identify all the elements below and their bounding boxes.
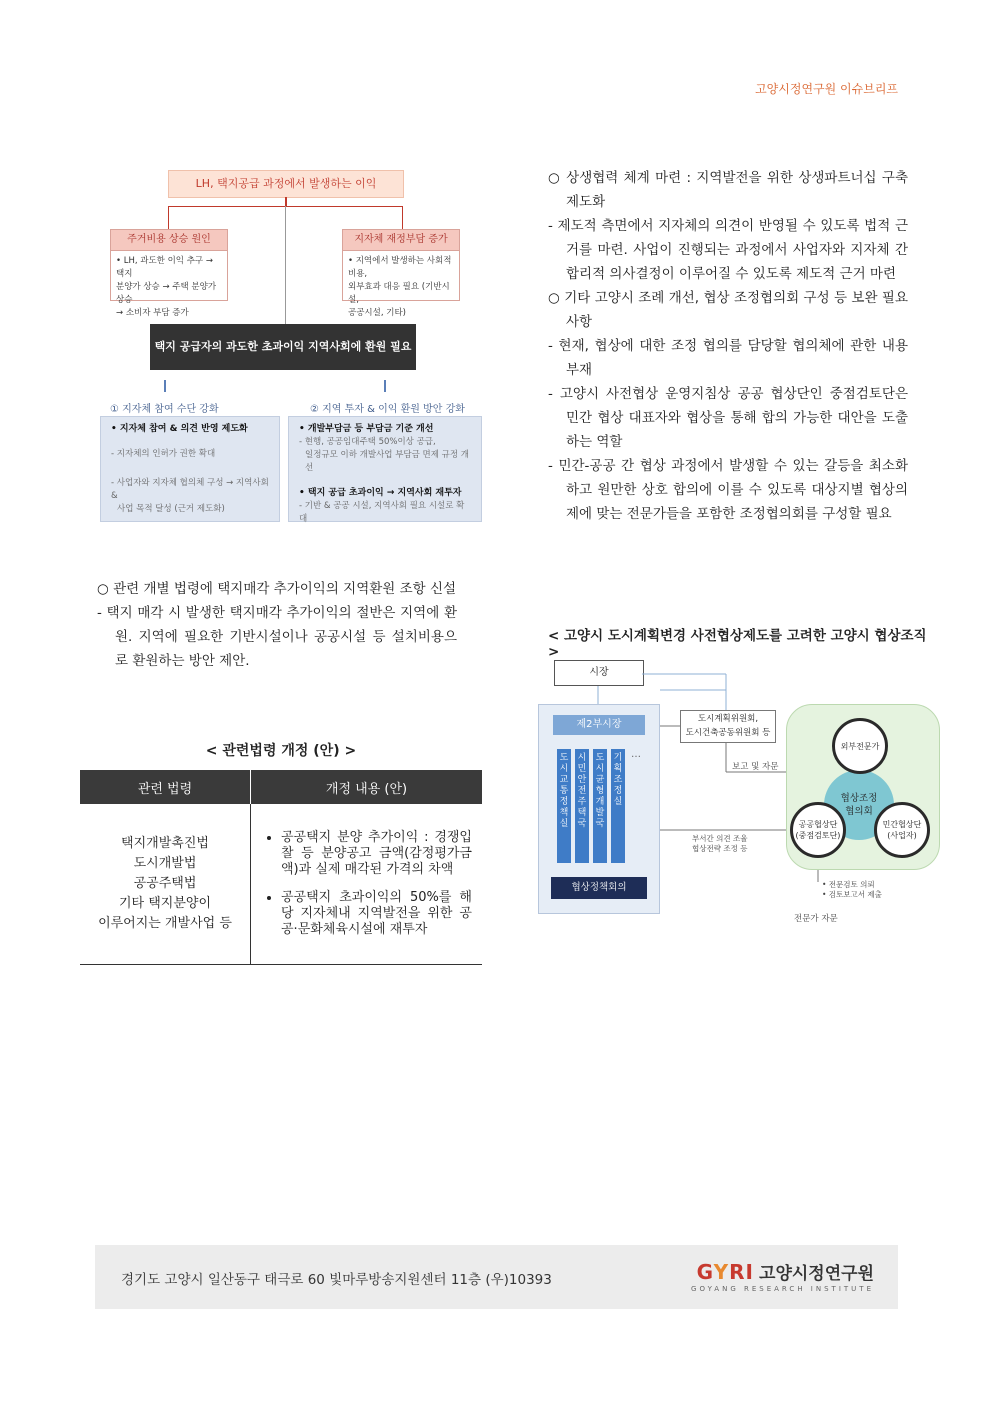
external-expert-label: 외부전문가 (840, 741, 880, 751)
expert-advice-label: 전문가 자문 (794, 914, 838, 924)
logo-english: GOYANG RESEARCH INSTITUTE (691, 1285, 874, 1293)
table-header: 관련 법령 (80, 770, 251, 804)
report-label: 보고 및 자문 (732, 762, 779, 772)
coordination-line: 부서간 의견 조율 (692, 834, 748, 843)
cost-line: • LH, 과도한 이익 추구 → 택지 (116, 256, 213, 279)
paragraph: ○ 상생협력 체계 마련 : 지역발전을 위한 상생파트너십 구축 제도화 (548, 170, 908, 210)
law-name: 이루어지는 개발사업 등 (98, 916, 232, 931)
paragraph: - 제도적 측면에서 지자체의 의견이 반영될 수 있도록 법적 근거를 마련. 사업이 진행되는 과정에서 사업자와 지자체 간 합리적 의사결정이 이루어질 수 있도록 제도적 근거 마련 (548, 218, 908, 282)
cost-increase-box (110, 229, 228, 318)
strategy2-sub: 일정규모 이하 개발사업 부담금 면제 규정 개선 (305, 450, 470, 473)
strategy1-sub: - 지자체의 인허가 권한 확대 (111, 449, 216, 459)
amendment-content (251, 804, 483, 965)
review-line: • 검토보고서 제출 (822, 890, 882, 899)
committee-line: 도시건축공동위원회 등 (685, 728, 771, 738)
connector (285, 206, 286, 324)
logo-korean: 고양시정연구원 (759, 1264, 874, 1284)
strategy2-item: • 개발부담금 등 부담금 기준 개선 (299, 424, 434, 434)
strategy1-sub: - 사업자와 지자체 협의체 구성 → 지역사회 & (111, 478, 269, 501)
strategy2-sub: - 현행, 공공임대주택 50%이상 공급, (299, 437, 436, 447)
law-table (80, 770, 482, 965)
negotiation-org-diagram (536, 656, 940, 936)
diagram-center-box: 택지 공급자의 과도한 초과이익 지역사회에 환원 필요 (150, 324, 416, 370)
private-team-circle (874, 802, 930, 858)
arrow-down-icon (164, 380, 166, 392)
department-column: 도시균형개발국 (593, 749, 607, 863)
fiscal-line: • 지역에서 발생하는 사회적 비용, (348, 256, 452, 279)
connector (402, 206, 403, 229)
table-header: 개정 내용 (안) (251, 770, 483, 804)
header-brand: 고양시정연구원 이슈브리프 (755, 82, 898, 96)
private-team-line: 민간협상단 (882, 820, 922, 829)
private-team-line: (사업자) (887, 831, 917, 840)
council-line: 협의회 (845, 806, 873, 817)
law-name: 택지개발촉진법 (121, 836, 209, 851)
fiscal-line: 공공시설, 기타) (348, 308, 406, 318)
committee-box (680, 710, 776, 743)
paragraph: ○ 기타 고양시 조례 개선, 협상 조정협의회 구성 등 보완 필요 사항 (548, 290, 908, 330)
law-list (80, 804, 251, 965)
city-hall-panel (538, 704, 660, 914)
law-name: 공공주택법 (133, 876, 197, 891)
public-team-circle (790, 802, 846, 858)
strategy1-box (100, 416, 280, 522)
council-box: 협상정책회의 (551, 877, 647, 899)
paragraph: - 현재, 협상에 대한 조정 협의를 담당할 협의체에 관한 내용 부재 (548, 338, 908, 378)
public-team-line: (중점검토단) (795, 831, 841, 840)
fiscal-burden-box (342, 229, 460, 318)
fiscal-line: 외부효과 대응 필요 (기반시설, (348, 282, 450, 305)
coordination-note (692, 834, 747, 854)
fiscal-burden-title: 지자체 재정부담 증가 (343, 230, 459, 251)
paragraph: - 고양시 사전협상 운영지침상 공공 협상단인 중점검토단은 민간 협상 대표자와 협상을 통해 합의 가능한 대안을 도출하는 역할 (548, 386, 908, 450)
cost-increase-title: 주거비용 상승 원인 (111, 230, 227, 251)
strategy1-title: ① 지자체 참여 수단 강화 (110, 404, 219, 415)
department-column: 기획조정실 (611, 749, 625, 863)
external-expert-circle (832, 718, 888, 774)
paragraph: - 택지 매각 시 발생한 택지매각 추가이익의 절반은 지역에 환원. 지역에 필요한 기반시설이나 공공시설 등 설치비용으로 환원하는 방안 제안. (97, 605, 457, 669)
mayor-box: 시장 (554, 660, 644, 686)
law-name: 도시개발법 (133, 856, 197, 871)
vice-mayor-box: 제2부시장 (553, 715, 645, 735)
footer (95, 1245, 898, 1309)
paragraph: ○ 관련 개별 법령에 택지매각 추가이익의 지역환원 조항 신설 (97, 581, 457, 597)
review-line: • 전문검토 의뢰 (822, 880, 875, 889)
strategy2-item: • 택지 공급 초과이익 → 지역사회 재투자 (299, 488, 462, 498)
review-note (822, 880, 882, 900)
figure2-caption: < 고양시 도시계획변경 사전협상제도를 고려한 고양시 협상조직 > (548, 628, 927, 660)
left-text (97, 577, 457, 673)
logo-mark: GYRI (696, 1260, 754, 1284)
strategy1-sub: 사업 목적 달성 (근거 제도화) (117, 504, 225, 514)
amendment-item: • 공공택지 초과이익의 50%를 해당 지자체내 지역발전을 위한 공공·문화체육시설에 재투자 (281, 890, 472, 938)
institute-logo (691, 1259, 874, 1293)
strategy2-sub: - 기반 & 공공 시설, 지역사회 필요 시설로 확대 (299, 501, 465, 524)
committee-line: 도시계획위원회, (697, 714, 759, 724)
strategy2-title: ② 지역 투자 & 이익 환원 방안 강화 (310, 404, 465, 415)
public-team-line: 공공협상단 (798, 820, 838, 829)
right-text (548, 166, 908, 526)
strategy1-item: • 지자체 참여 & 의견 반영 제도화 (111, 424, 248, 434)
cost-line: → 소비자 부담 증가 (116, 308, 189, 318)
footer-address: 경기도 고양시 일산동구 태극로 60 빛마루방송지원센터 11층 (우)10393 (121, 1272, 552, 1288)
paragraph: - 민간-공공 간 협상 과정에서 발생할 수 있는 갈등을 최소화하고 원만한 상호 합의에 이를 수 있도록 대상지별 협상의제에 맞는 전문가들을 포함한 조정협의회를 구성할 필요 (548, 458, 908, 522)
coordination-line: 협상전략 조정 등 (692, 844, 748, 853)
diagram-top-box: LH, 택지공급 과정에서 발생하는 이익 (168, 170, 404, 198)
arrow-down-icon (384, 380, 386, 392)
connector (168, 206, 169, 229)
profit-diagram (98, 166, 488, 526)
council-line: 협상조정 (840, 793, 878, 804)
department-column: 도시교통정책실 (557, 749, 571, 863)
strategy2-box (288, 416, 482, 522)
amendment-item: • 공공택지 분양 추가이익 : 경쟁입찰 등 분양공고 금액(감정평가금액)과 실제 매각된 가격의 차액 (281, 830, 472, 878)
law-name: 기타 택지분양이 (118, 896, 212, 911)
ellipsis: … (631, 749, 641, 760)
table-row (80, 804, 482, 965)
department-column: 시민안전주택국 (575, 749, 589, 863)
cost-line: 분양가 상승 → 주택 분양가 상승 (116, 282, 217, 305)
table-caption: < 관련법령 개정 (안) > (205, 743, 357, 759)
